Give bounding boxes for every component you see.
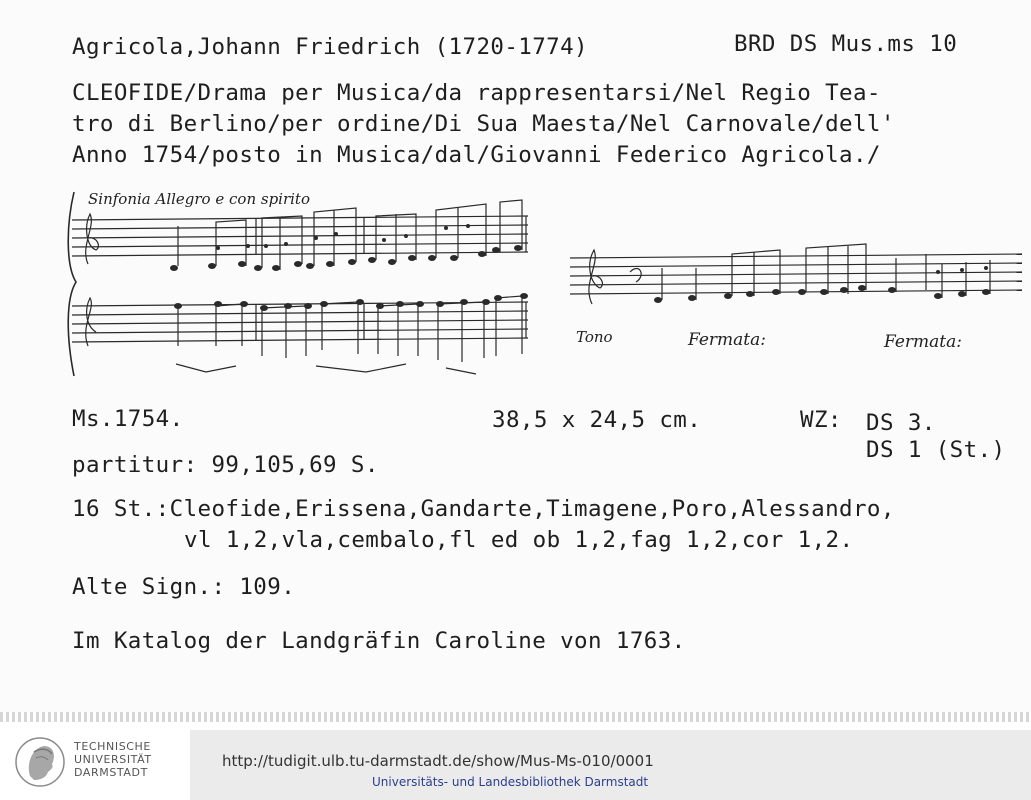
- logo-line-1: TECHNISCHE: [74, 740, 151, 753]
- title-line-1: CLEOFIDE/Drama per Musica/da rappresentarsi/Nel Regio Tea-: [72, 80, 881, 106]
- university-logo-text: [74, 740, 152, 779]
- watermark-label: WZ:: [800, 407, 842, 433]
- watermark-1: DS 3.: [866, 410, 936, 436]
- incipit-staff-right: [566, 238, 1026, 328]
- catalog-note: Im Katalog der Landgräfin Caroline von 1763.: [72, 628, 686, 654]
- incipit-staves-left: [66, 186, 536, 382]
- incipit-label-fermata-1: Fermata:: [688, 330, 767, 350]
- card-edge: [0, 712, 1031, 722]
- library-name: Universitäts- und Landesbibliothek Darmstadt: [372, 775, 649, 789]
- shelfmark: BRD DS Mus.ms 10: [734, 31, 958, 57]
- watermark-2: DS 1 (St.): [866, 437, 1006, 463]
- permalink-url[interactable]: http://tudigit.ulb.tu-darmstadt.de/show/Mus-Ms-010/0001: [222, 752, 654, 770]
- parts-line-1: 16 St.:Cleofide,Erissena,Gandarte,Timagene,Poro,Alessandro,: [72, 496, 895, 522]
- footer: [0, 722, 1031, 800]
- manuscript-date: Ms.1754.: [72, 406, 184, 432]
- logo-line-3: DARMSTADT: [74, 766, 148, 779]
- composer-heading: Agricola,Johann Friedrich (1720-1774): [72, 34, 589, 60]
- old-signature: Alte Sign.: 109.: [72, 574, 296, 600]
- partitur-pages: partitur: 99,105,69 S.: [72, 452, 379, 478]
- incipit-label-fermata-2: Fermata:: [884, 332, 963, 352]
- dimensions: 38,5 x 24,5 cm.: [492, 407, 702, 433]
- parts-line-2: vl 1,2,vla,cembalo,fl ed ob 1,2,fag 1,2,cor 1,2.: [184, 527, 854, 553]
- incipit-heading: Sinfonia Allegro e con spirito: [88, 190, 310, 208]
- title-line-2: tro di Berlino/per ordine/Di Sua Maesta/Nel Carnovale/dell': [72, 111, 895, 137]
- incipit-label-tono: Tono: [576, 328, 613, 346]
- title-line-3: Anno 1754/posto in Musica/dal/Giovanni Federico Agricola./: [72, 142, 881, 168]
- athena-head-icon: [14, 734, 66, 790]
- logo-line-2: UNIVERSITÄT: [74, 753, 152, 766]
